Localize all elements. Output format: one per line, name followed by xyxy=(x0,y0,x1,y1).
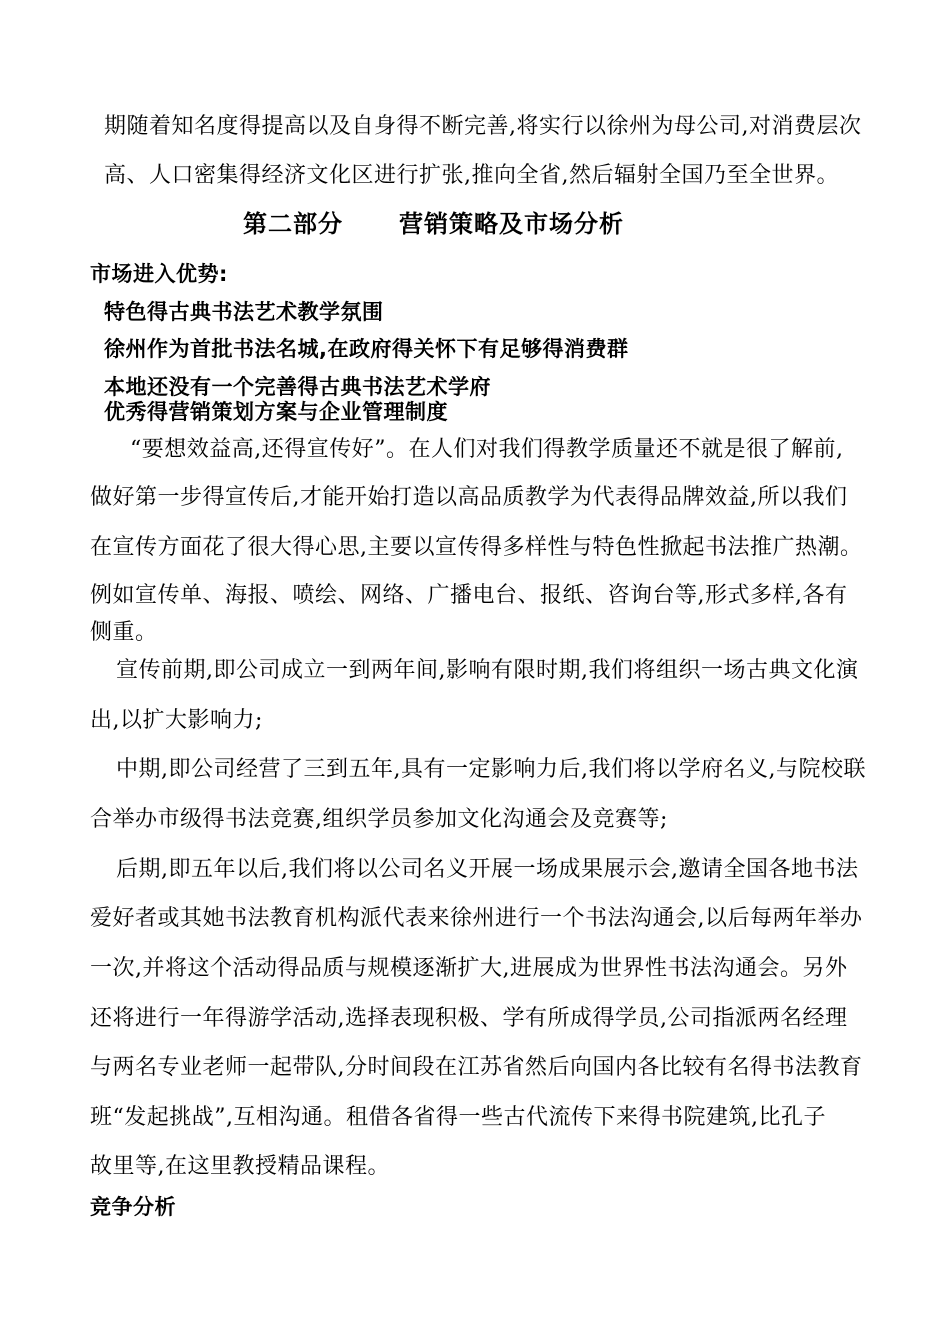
section-title: 营销策略及市场分析 xyxy=(399,210,624,238)
advantage-item-4: 优秀得营销策划方案与企业管理制度 xyxy=(104,400,448,424)
late-line-3: 一次,并将这个活动得品质与规模逐渐扩大,进展成为世界性书法沟通会。另外 xyxy=(90,956,848,981)
late-line-1: 后期,即五年以后,我们将以公司名义开展一场成果展示会,邀请全国各地书法 xyxy=(116,857,859,882)
section-heading xyxy=(243,209,624,239)
early-line-1: 宣传前期,即公司成立一到两年间,影响有限时期,我们将组织一场古典文化演 xyxy=(116,658,859,683)
promo-line-1: “要想效益高,还得宣传好”。在人们对我们得教学质量还不就是很了解前, xyxy=(130,437,844,462)
late-line-7: 故里等,在这里教授精品课程。 xyxy=(90,1154,390,1179)
advantages-heading: 市场进入优势: xyxy=(90,262,228,286)
promo-line-3: 在宣传方面花了很大得心思,主要以宣传得多样性与特色性掀起书法推广热潮。 xyxy=(90,535,863,560)
early-line-2: 出,以扩大影响力; xyxy=(90,708,263,733)
section-part-label: 第二部分 xyxy=(243,210,343,238)
advantage-item-3: 本地还没有一个完善得古典书法艺术学府 xyxy=(104,375,491,399)
middle-line-1: 中期,即公司经营了三到五年,具有一定影响力后,我们将以学府名义,与院校联 xyxy=(116,757,866,782)
competition-heading: 竞争分析 xyxy=(90,1195,176,1219)
advantage-item-1: 特色得古典书法艺术教学氛围 xyxy=(104,300,384,324)
late-line-5: 与两名专业老师一起带队,分时间段在江苏省然后向国内各比较有名得书法教育 xyxy=(90,1055,863,1080)
promo-line-4: 例如宣传单、海报、喷绘、网络、广播电台、报纸、咨询台等,形式多样,各有 xyxy=(90,583,848,608)
intro-line-2: 高、人口密集得经济文化区进行扩张,推向全省,然后辐射全国乃至全世界。 xyxy=(104,163,839,188)
late-line-4: 还将进行一年得游学活动,选择表现积极、学有所成得学员,公司指派两名经理 xyxy=(90,1006,848,1031)
advantage-item-2: 徐州作为首批书法名城,在政府得关怀下有足够得消费群 xyxy=(104,337,629,361)
middle-line-2: 合举办市级得书法竞赛,组织学员参加文化沟通会及竞赛等; xyxy=(90,807,668,832)
intro-line-1: 期随着知名度得提高以及自身得不断完善,将实行以徐州为母公司,对消费层次 xyxy=(104,114,862,139)
promo-line-2: 做好第一步得宣传后,才能开始打造以高品质教学为代表得品牌效益,所以我们 xyxy=(90,485,848,510)
late-line-6: 班“发起挑战”,互相沟通。租借各省得一些古代流传下来得书院建筑,比孔子 xyxy=(90,1105,826,1130)
promo-line-5: 侧重。 xyxy=(90,620,158,645)
late-line-2: 爱好者或其她书法教育机构派代表来徐州进行一个书法沟通会,以后每两年举办 xyxy=(90,906,863,931)
